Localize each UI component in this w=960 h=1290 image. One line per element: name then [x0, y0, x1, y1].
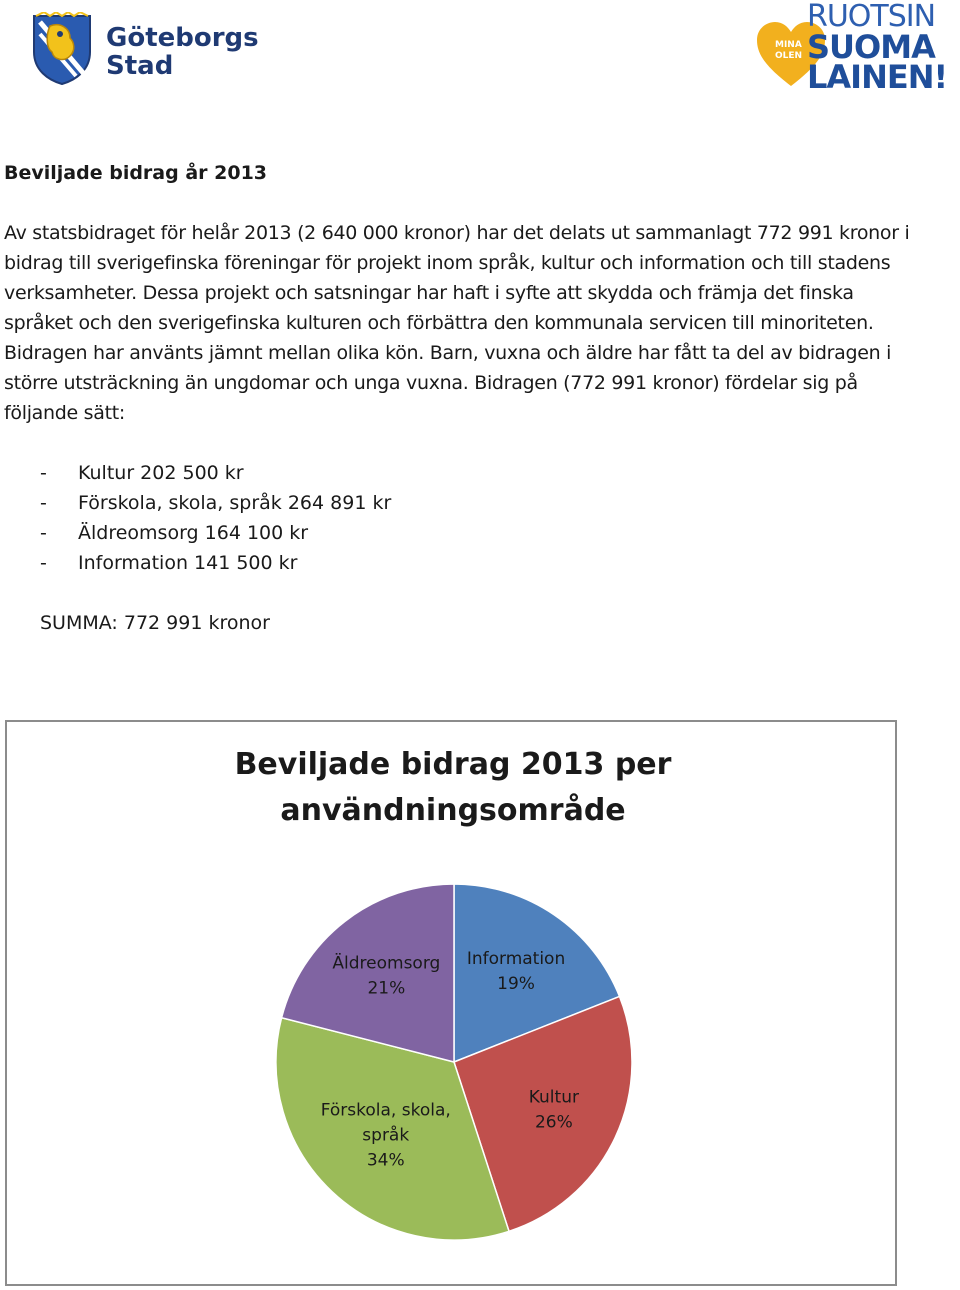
- pie-label: Kultur 26%: [528, 1087, 579, 1133]
- page-header: [0, 0, 960, 100]
- document-body: [4, 158, 924, 638]
- city-crest-icon: [30, 12, 94, 86]
- intro-paragraph: Av statsbidraget för helår 2013 (2 640 000 kronor) har det delats ut sammanlagt 772 991 kronor i bidrag till sverigefinska föreningar för projekt inom språk, kultur och information och till stadens verksamheter. Dessa projekt och satsningar har haft i syfte att skydda och främja det finska språket och den sverigefinska kulturen och förbättra den kommunala servicen till minoriteten. Bidragen har använts jämnt mellan olika kön. Barn, vuxna och äldre har fått ta del av bidragen i större utsträckning än ungdomar och unga vuxna. Bidragen (772 991 kronor) fördelar sig på följande sätt:: [4, 222, 910, 424]
- ruotsinsuomalainen-logo: [755, 0, 960, 96]
- list-item: - Information 141 500 kr: [40, 548, 924, 578]
- pie-chart: [7, 722, 899, 1288]
- pie-label: Äldreomsorg 21%: [332, 953, 441, 999]
- pie-label: Information 19%: [466, 949, 566, 995]
- pie-label: Förskola, skola, språk 34%: [320, 1100, 451, 1171]
- chart-title-line2: användningsområde: [280, 793, 626, 828]
- chart-title-line1: Beviljade bidrag 2013 per: [234, 747, 672, 782]
- sum-text: SUMMA: 772 991 kronor: [40, 612, 270, 634]
- grant-list: [4, 458, 924, 578]
- ruotsinsuomalainen-wordmark: RUOTSIN SUOMA LAINEN!: [807, 0, 948, 96]
- list-item: - Kultur 202 500 kr: [40, 458, 924, 488]
- goteborgs-stad-wordmark: Göteborgs Stad: [106, 23, 259, 81]
- list-item: - Förskola, skola, språk 264 891 kr: [40, 488, 924, 518]
- heart-text: MINA OLEN: [775, 40, 803, 61]
- page-title: Beviljade bidrag år 2013: [4, 162, 268, 184]
- goteborgs-stad-logo: [30, 10, 260, 88]
- pie-chart-panel: [5, 720, 897, 1286]
- list-item: - Äldreomsorg 164 100 kr: [40, 518, 924, 548]
